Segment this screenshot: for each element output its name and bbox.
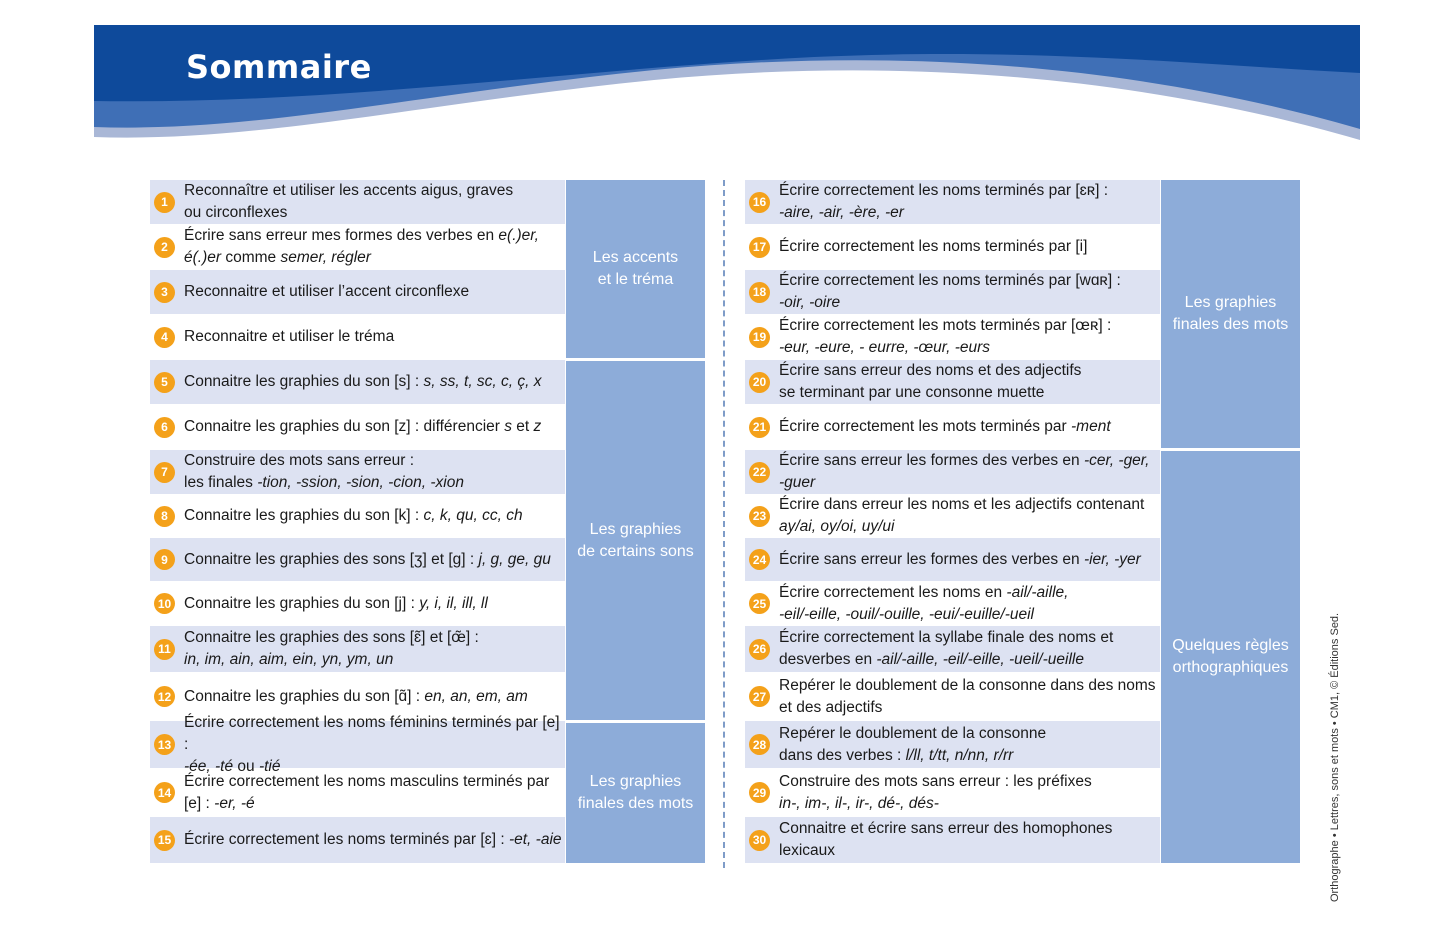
summary-item-30[interactable] [745, 817, 1160, 863]
item-text: Écrire correctement les noms terminés par [i] [779, 238, 1088, 255]
item-number-badge: 25 [749, 593, 770, 614]
item-number-badge: 15 [154, 830, 175, 851]
item-number-badge: 29 [749, 782, 770, 803]
item-text: Écrire correctement les noms terminés par [wɑʀ] : -oir, -oire [779, 272, 1121, 311]
summary-item-2[interactable] [150, 225, 565, 269]
page-title: Sommaire [186, 48, 372, 86]
item-number-badge: 8 [154, 506, 175, 527]
group-accents-trema: Les accents et le tréma [566, 180, 705, 358]
column-divider [723, 180, 725, 868]
item-text: Écrire correctement les noms masculins terminés par [e] : -er, -é [184, 772, 550, 812]
item-number-badge: 13 [154, 734, 175, 755]
item-text: Connaitre les graphies du son [j] : y, i, il, ill, ll [184, 594, 488, 612]
item-text: Écrire correctement les noms terminés par [ɛʀ] : -aire, -air, -ère, -er [779, 182, 1109, 221]
item-number-badge: 16 [749, 192, 770, 213]
side-credit: Orthographe • Lettres, sons et mots • CM1, © Éditions Sed. [1329, 612, 1341, 902]
item-number-badge: 2 [154, 237, 175, 258]
item-number-badge: 17 [749, 237, 770, 258]
item-number-badge: 26 [749, 639, 770, 660]
header-wave [94, 25, 1360, 150]
summary-item-24[interactable] [745, 538, 1160, 581]
item-text: Connaitre les graphies du son [z] : différencier s et z [184, 418, 542, 435]
item-text: Écrire correctement les mots terminés par -ment [779, 418, 1111, 435]
summary-item-19[interactable] [745, 315, 1160, 359]
item-number-badge: 20 [749, 372, 770, 393]
item-text: Construire des mots sans erreur : les préfixes in-, im-, il-, ir-, dé-, dés- [779, 772, 1092, 812]
summary-item-15[interactable] [150, 817, 565, 863]
item-text: Écrire correctement les noms féminins terminés par [e] : -ée, -té ou -tié [184, 713, 560, 775]
item-text: Écrire correctement les noms terminés par [ɛ] : -et, -aie [184, 831, 562, 848]
item-text: Écrire correctement les noms en -ail/-aille, -eil/-eille, -ouil/-ouille, -eui/-euille/-ueil [779, 583, 1069, 623]
item-number-badge: 27 [749, 686, 770, 707]
item-number-badge: 14 [154, 782, 175, 803]
item-text: Écrire sans erreur les formes des verbes en -cer, -ger, -guer [779, 452, 1150, 491]
summary-item-11[interactable] [150, 626, 565, 672]
item-text: Connaitre et écrire sans erreur des homophones lexicaux [779, 820, 1113, 859]
item-text: Repérer le doublement de la consonne dans des noms et des adjectifs [779, 676, 1156, 716]
summary-item-20[interactable] [745, 360, 1160, 404]
item-number-badge: 12 [154, 686, 175, 707]
summary-item-18[interactable] [745, 270, 1160, 314]
item-text: Écrire correctement les mots terminés par [œʀ] : -eur, -eure, - eurre, -œur, -eurs [779, 317, 1112, 356]
item-number-badge: 21 [749, 417, 770, 438]
summary-item-3[interactable] [150, 270, 565, 314]
item-text: Reconnaître et utiliser les accents aigus, graves ou circonflexes [184, 182, 514, 221]
summary-item-4[interactable] [150, 315, 565, 359]
item-text: Connaitre les graphies des sons [ʒ] et [g] : j, g, ge, gu [184, 550, 551, 568]
item-text: Écrire sans erreur des noms et des adjectifs se terminant par une consonne muette [779, 362, 1082, 401]
summary-item-27[interactable] [745, 673, 1160, 720]
item-text: Connaitre les graphies du son [s] : s, ss, t, sc, c, ç, x [184, 373, 542, 390]
item-number-badge: 9 [154, 549, 175, 570]
item-text: Reconnaitre et utiliser l’accent circonflexe [184, 283, 470, 300]
group-regles-orthographiques: Quelques règles orthographiques [1161, 451, 1300, 863]
item-text: Écrire sans erreur les formes des verbes en -ier, -yer [779, 550, 1141, 568]
summary-item-25[interactable] [745, 582, 1160, 625]
group-graphies-sons: Les graphies de certains sons [566, 361, 705, 720]
summary-item-7[interactable] [150, 450, 565, 494]
item-text: Écrire sans erreur mes formes des verbes en e(.)er, é(.)er comme semer, régler [184, 227, 539, 266]
summary-item-26[interactable] [745, 626, 1160, 672]
group-graphies-finales-left: Les graphies finales des mots [566, 723, 705, 863]
summary-item-14[interactable] [150, 769, 565, 816]
item-number-badge: 23 [749, 506, 770, 527]
summary-item-23[interactable] [745, 495, 1160, 537]
summary-item-21[interactable] [745, 405, 1160, 449]
item-text: Connaitre les graphies du son [ɑ̃] : en, an, em, am [184, 687, 528, 705]
item-text: Connaitre les graphies du son [k] : c, k, qu, cc, ch [184, 507, 523, 524]
item-number-badge: 22 [749, 462, 770, 483]
item-number-badge: 5 [154, 372, 175, 393]
item-number-badge: 6 [154, 417, 175, 438]
summary-item-5[interactable] [150, 360, 565, 404]
summary-item-22[interactable] [745, 450, 1160, 494]
header-banner [94, 25, 1360, 150]
item-number-badge: 18 [749, 282, 770, 303]
item-number-badge: 1 [154, 192, 175, 213]
item-number-badge: 30 [749, 830, 770, 851]
item-text: Écrire correctement la syllabe finale des noms et desverbes en -ail/-aille, -eil/-eille, -ueil/-ueille [779, 629, 1114, 668]
summary-item-8[interactable] [150, 495, 565, 537]
summary-item-28[interactable] [745, 721, 1160, 768]
item-text: Construire des mots sans erreur : les finales -tion, -ssion, -sion, -cion, -xion [184, 452, 464, 491]
item-number-badge: 3 [154, 282, 175, 303]
item-number-badge: 24 [749, 549, 770, 570]
item-number-badge: 19 [749, 327, 770, 348]
summary-item-1[interactable] [150, 180, 565, 224]
summary-item-29[interactable] [745, 769, 1160, 816]
item-number-badge: 4 [154, 327, 175, 348]
group-graphies-finales-right: Les graphies finales des mots [1161, 180, 1300, 448]
item-number-badge: 7 [154, 462, 175, 483]
summary-item-13[interactable] [150, 713, 565, 775]
item-number-badge: 28 [749, 734, 770, 755]
item-number-badge: 11 [154, 639, 175, 660]
summary-item-10[interactable] [150, 582, 565, 625]
summary-item-17[interactable] [745, 225, 1160, 269]
item-text: Écrire dans erreur les noms et les adjectifs contenant ay/ai, oy/oi, uy/ui [779, 496, 1145, 535]
item-number-badge: 10 [154, 593, 175, 614]
item-text: Repérer le doublement de la consonne dans des verbes : l/ll, t/tt, n/nn, r/rr [779, 724, 1047, 764]
summary-item-16[interactable] [745, 180, 1160, 224]
summary-item-9[interactable] [150, 538, 565, 581]
item-text: Connaitre les graphies des sons [ɛ̃] et [œ̃] : in, im, ain, aim, ein, yn, ym, un [184, 629, 479, 668]
summary-item-6[interactable] [150, 405, 565, 449]
item-text: Reconnaitre et utiliser le tréma [184, 328, 395, 345]
